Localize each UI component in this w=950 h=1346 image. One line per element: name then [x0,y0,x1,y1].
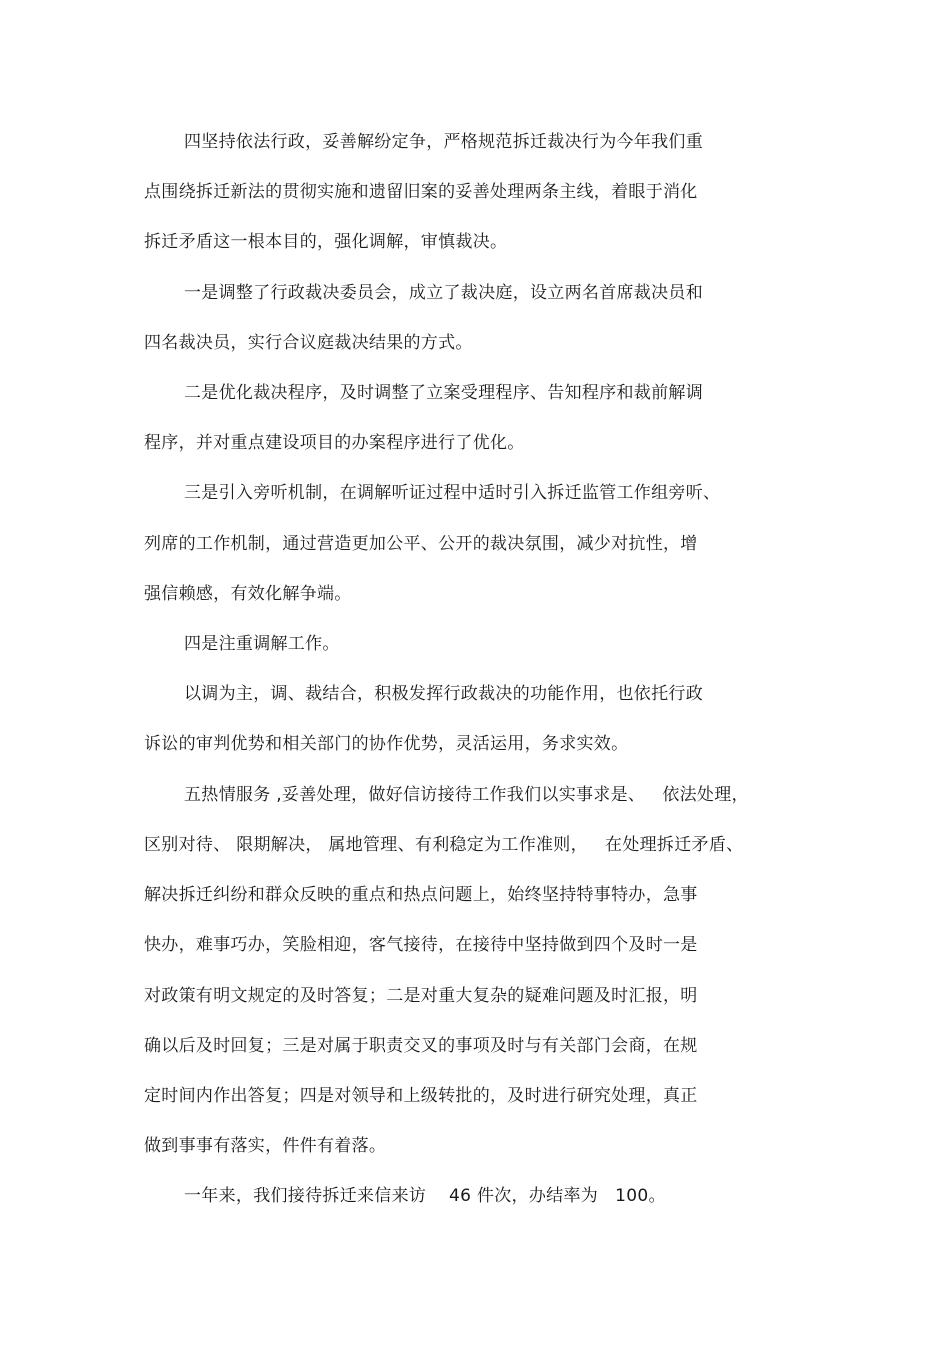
text-line: 程序，并对重点建设项目的办案程序进行了优化。 [144,433,525,453]
text-line: 一年来，我们接待拆迁来信来访 46 件次，办结率为 100。 [184,1186,666,1206]
text-line: 强信赖感，有效化解争端。 [144,584,352,604]
text-line: 快办，难事巧办，笑脸相迎，客气接待，在接待中坚持做到四个及时一是 [144,935,698,955]
text-line: 以调为主，调、裁结合，积极发挥行政裁决的功能作用，也依托行政 [184,684,703,704]
text-line: 四坚持依法行政，妥善解纷定争，严格规范拆迁裁决行为今年我们重 [184,132,703,152]
text-line: 确以后及时回复；三是对属于职责交叉的事项及时与有关部门会商，在规 [144,1036,698,1056]
text-line: 诉讼的审判优势和相关部门的协作优势，灵活运用，务求实效。 [144,734,629,754]
text-line: 解决拆迁纠纷和群众反映的重点和热点问题上，始终坚持特事特办，急事 [144,885,698,905]
text-line: 四名裁决员，实行合议庭裁决结果的方式。 [144,333,473,353]
text-line: 列席的工作机制，通过营造更加公平、公开的裁决氛围，减少对抗性，增 [144,534,698,554]
text-line: 五热情服务 ,妥善处理，做好信访接待工作我们以实事求是、 依法处理， [184,785,749,805]
text-line: 四是注重调解工作。 [184,634,340,654]
text-line: 定时间内作出答复；四是对领导和上级转批的，及时进行研究处理，真正 [144,1086,698,1106]
text-line: 做到事事有落实，件件有着落。 [144,1136,387,1156]
text-line: 对政策有明文规定的及时答复；二是对重大复杂的疑难问题及时汇报，明 [144,986,698,1006]
text-line: 二是优化裁决程序，及时调整了立案受理程序、告知程序和裁前解调 [184,383,703,403]
text-line: 一是调整了行政裁决委员会，成立了裁决庭，设立两名首席裁决员和 [184,283,703,303]
text-line: 三是引入旁听机制，在调解听证过程中适时引入拆迁监管工作组旁听、 [184,483,721,503]
text-line: 点围绕拆迁新法的贯彻实施和遗留旧案的妥善处理两条主线，着眼于消化 [144,182,698,202]
text-line: 区别对待、 限期解决， 属地管理、有利稳定为工作准则， 在处理拆迁矛盾、 [144,835,744,855]
text-line: 拆迁矛盾这一根本目的，强化调解，审慎裁决。 [144,232,508,252]
